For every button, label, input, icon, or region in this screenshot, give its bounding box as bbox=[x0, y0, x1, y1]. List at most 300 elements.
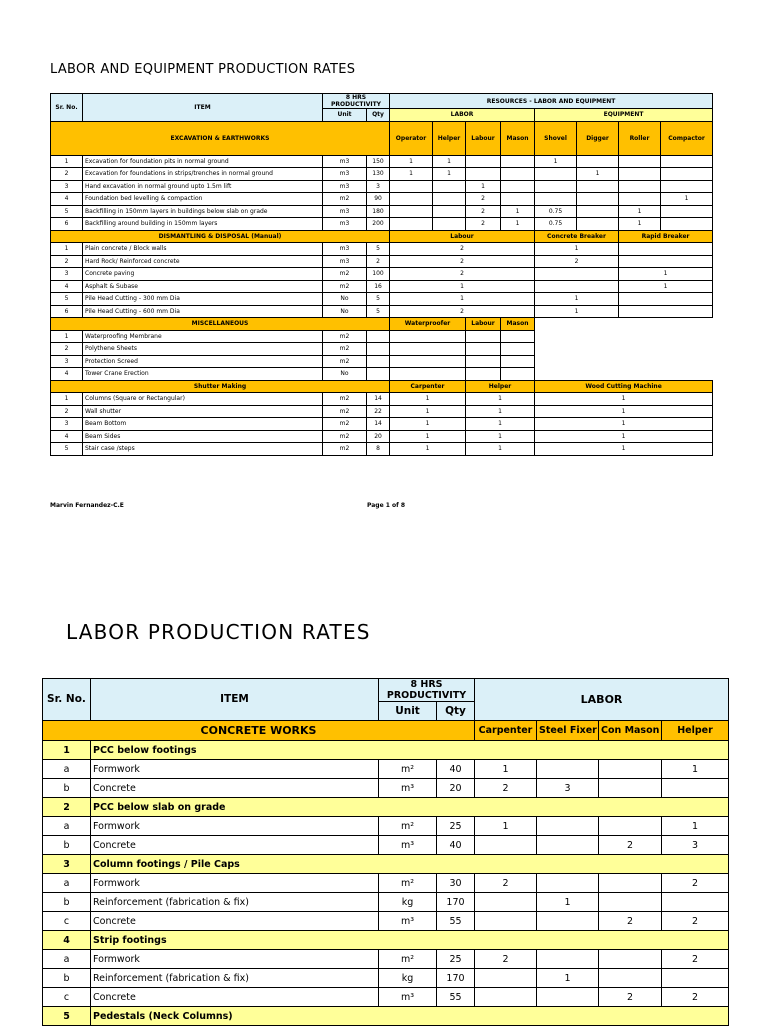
column-header: Labour bbox=[466, 318, 501, 331]
resource-value bbox=[390, 193, 433, 206]
resource-value bbox=[661, 205, 713, 218]
section-header-excavation bbox=[51, 121, 713, 155]
table-row bbox=[51, 430, 713, 443]
header-row bbox=[43, 679, 729, 702]
labor-value bbox=[537, 836, 599, 855]
header-productivity: 8 HRS PRODUCTIVITY bbox=[379, 679, 475, 702]
resource-value bbox=[661, 180, 713, 193]
header-labor: LABOR bbox=[390, 109, 535, 122]
table-row bbox=[43, 760, 729, 779]
table-row bbox=[51, 205, 713, 218]
table-row bbox=[51, 393, 713, 406]
unit: kg bbox=[379, 893, 437, 912]
sr-no: 3 bbox=[51, 355, 83, 368]
header-sr-no: Sr. No. bbox=[43, 679, 91, 721]
table-cell bbox=[501, 343, 535, 356]
labor-value: 1 bbox=[475, 760, 537, 779]
section-header-shutter-making bbox=[51, 380, 713, 393]
resource-value: 1 bbox=[390, 393, 466, 406]
group-title: Column footings / Pile Caps bbox=[91, 855, 729, 874]
table-cell bbox=[535, 318, 713, 331]
sr-no: 4 bbox=[51, 368, 83, 381]
unit: m2 bbox=[323, 393, 367, 406]
item-description: Concrete bbox=[91, 836, 379, 855]
resource-value: 1 bbox=[619, 280, 713, 293]
qty: 55 bbox=[437, 988, 475, 1007]
sr-no: c bbox=[43, 988, 91, 1007]
header-unit: Unit bbox=[379, 702, 437, 721]
sr-no: 2 bbox=[51, 405, 83, 418]
table-cell bbox=[466, 355, 501, 368]
section-title: DISMANTLING & DISPOSAL (Manual) bbox=[51, 230, 390, 243]
qty: 5 bbox=[367, 305, 390, 318]
labor-value bbox=[475, 836, 537, 855]
section-title: MISCELLANEOUS bbox=[51, 318, 390, 331]
labor-value bbox=[475, 912, 537, 931]
resource-value: 1 bbox=[390, 293, 535, 306]
resource-value: 2 bbox=[390, 305, 535, 318]
resource-value bbox=[577, 180, 619, 193]
unit: m3 bbox=[323, 218, 367, 231]
resource-value bbox=[577, 155, 619, 168]
item-description: Tower Crane Erection bbox=[83, 368, 323, 381]
table-row bbox=[51, 218, 713, 231]
item-description: Hard Rock/ Reinforced concrete bbox=[83, 255, 323, 268]
item-description: Reinforcement (fabrication & fix) bbox=[91, 969, 379, 988]
column-header: Operator bbox=[390, 121, 433, 155]
resource-value bbox=[535, 180, 577, 193]
group-title: Pedestals (Neck Columns) bbox=[91, 1007, 729, 1026]
group-number: 4 bbox=[43, 931, 91, 950]
labor-value: 1 bbox=[537, 893, 599, 912]
header-qty: Qty bbox=[437, 702, 475, 721]
resource-value bbox=[501, 155, 535, 168]
resource-value: 1 bbox=[535, 243, 619, 256]
resource-value bbox=[535, 168, 577, 181]
table-cell bbox=[501, 330, 535, 343]
sr-no: 5 bbox=[51, 205, 83, 218]
table-row bbox=[43, 912, 729, 931]
resource-value bbox=[577, 193, 619, 206]
labor-value bbox=[599, 817, 662, 836]
sr-no: a bbox=[43, 760, 91, 779]
column-header: Steel Fixer bbox=[537, 721, 599, 741]
sr-no: 3 bbox=[51, 268, 83, 281]
qty: 200 bbox=[367, 218, 390, 231]
resource-value bbox=[619, 193, 661, 206]
header-productivity: 8 HRS PRODUCTIVITY bbox=[323, 94, 390, 109]
item-description: Foundation bed levelling & compaction bbox=[83, 193, 323, 206]
labor-value bbox=[537, 912, 599, 931]
header-equipment: EQUIPMENT bbox=[535, 109, 713, 122]
header-sr-no: Sr. No. bbox=[51, 94, 83, 122]
labor-value bbox=[537, 950, 599, 969]
unit: m² bbox=[379, 874, 437, 893]
group-row bbox=[43, 798, 729, 817]
footer-page-number: Page 1 of 8 bbox=[367, 502, 405, 509]
qty: 5 bbox=[367, 243, 390, 256]
unit: m³ bbox=[379, 912, 437, 931]
column-header: Roller bbox=[619, 121, 661, 155]
section-title: Shutter Making bbox=[51, 380, 390, 393]
resource-value: 2 bbox=[535, 255, 619, 268]
header-qty: Qty bbox=[367, 109, 390, 122]
resource-value: 2 bbox=[466, 205, 501, 218]
resource-value bbox=[619, 293, 713, 306]
labor-equipment-table bbox=[50, 93, 713, 456]
item-description: Protection Screed bbox=[83, 355, 323, 368]
table-cell bbox=[535, 368, 713, 381]
column-header: Con Mason bbox=[599, 721, 662, 741]
table-row bbox=[43, 836, 729, 855]
column-header: Carpenter bbox=[390, 380, 466, 393]
labor-value bbox=[475, 969, 537, 988]
resource-value: 1 bbox=[390, 405, 466, 418]
labor-value: 1 bbox=[537, 969, 599, 988]
labor-value bbox=[537, 760, 599, 779]
qty: 20 bbox=[367, 430, 390, 443]
unit: m2 bbox=[323, 418, 367, 431]
group-title: PCC below slab on grade bbox=[91, 798, 729, 817]
resource-value: 2 bbox=[390, 255, 535, 268]
resource-value: 1 bbox=[390, 430, 466, 443]
resource-value: 1 bbox=[390, 168, 433, 181]
table-row bbox=[51, 443, 713, 456]
unit: m2 bbox=[323, 193, 367, 206]
resource-value bbox=[619, 255, 713, 268]
sr-no: a bbox=[43, 817, 91, 836]
unit: m2 bbox=[323, 355, 367, 368]
resource-value: 1 bbox=[535, 418, 713, 431]
item-description: Formwork bbox=[91, 950, 379, 969]
column-header: Helper bbox=[433, 121, 466, 155]
header-item: ITEM bbox=[83, 94, 323, 122]
qty bbox=[367, 330, 390, 343]
group-row bbox=[43, 741, 729, 760]
item-description: Formwork bbox=[91, 760, 379, 779]
unit: m2 bbox=[323, 343, 367, 356]
item-description: Concrete bbox=[91, 912, 379, 931]
qty: 25 bbox=[437, 817, 475, 836]
resource-value bbox=[433, 218, 466, 231]
qty: 55 bbox=[437, 912, 475, 931]
unit: m2 bbox=[323, 405, 367, 418]
unit: m³ bbox=[379, 779, 437, 798]
table-cell bbox=[501, 355, 535, 368]
sr-no: 5 bbox=[51, 443, 83, 456]
labor-value bbox=[475, 988, 537, 1007]
labor-value: 2 bbox=[475, 950, 537, 969]
resource-value bbox=[433, 180, 466, 193]
resource-value bbox=[390, 205, 433, 218]
sr-no: b bbox=[43, 836, 91, 855]
column-header: Mason bbox=[501, 121, 535, 155]
resource-value: 1 bbox=[535, 305, 619, 318]
item-description: Plain concrete / Block walls bbox=[83, 243, 323, 256]
section-header-concrete-works bbox=[43, 721, 729, 741]
unit: m³ bbox=[379, 988, 437, 1007]
labor-value: 2 bbox=[662, 874, 729, 893]
section-title: EXCAVATION & EARTHWORKS bbox=[51, 121, 390, 155]
resource-value: 1 bbox=[433, 155, 466, 168]
column-header: Labour bbox=[390, 230, 535, 243]
sr-no: 4 bbox=[51, 430, 83, 443]
sr-no: 2 bbox=[51, 168, 83, 181]
qty: 8 bbox=[367, 443, 390, 456]
sr-no: 1 bbox=[51, 330, 83, 343]
table-cell bbox=[390, 355, 466, 368]
unit: m² bbox=[379, 817, 437, 836]
labor-value: 2 bbox=[475, 779, 537, 798]
resource-value bbox=[390, 180, 433, 193]
qty: 20 bbox=[437, 779, 475, 798]
unit: m3 bbox=[323, 168, 367, 181]
table-row bbox=[51, 180, 713, 193]
table-cell bbox=[390, 330, 466, 343]
resource-value: 1 bbox=[501, 205, 535, 218]
group-number: 1 bbox=[43, 741, 91, 760]
footer-author: Marvin Fernandez-C.E bbox=[50, 502, 124, 509]
unit: m2 bbox=[323, 280, 367, 293]
resource-value: 1 bbox=[661, 193, 713, 206]
table-row bbox=[51, 193, 713, 206]
resource-value bbox=[661, 218, 713, 231]
column-header: Carpenter bbox=[475, 721, 537, 741]
qty: 90 bbox=[367, 193, 390, 206]
unit: No bbox=[323, 305, 367, 318]
qty: 170 bbox=[437, 893, 475, 912]
item-description: Asphalt & Subase bbox=[83, 280, 323, 293]
resource-value bbox=[535, 193, 577, 206]
unit: m³ bbox=[379, 836, 437, 855]
sr-no: a bbox=[43, 950, 91, 969]
header-labor: LABOR bbox=[475, 679, 729, 721]
column-header: Waterproofer bbox=[390, 318, 466, 331]
resource-value: 1 bbox=[535, 155, 577, 168]
unit: kg bbox=[379, 969, 437, 988]
qty: 170 bbox=[437, 969, 475, 988]
table-cell bbox=[535, 343, 713, 356]
header-item: ITEM bbox=[91, 679, 379, 721]
resource-value: 1 bbox=[466, 430, 535, 443]
qty: 100 bbox=[367, 268, 390, 281]
item-description: Hand excavation in normal ground upto 1.5m lift bbox=[83, 180, 323, 193]
item-description: Concrete bbox=[91, 988, 379, 1007]
resource-value: 1 bbox=[501, 218, 535, 231]
sr-no: a bbox=[43, 874, 91, 893]
resource-value: 2 bbox=[466, 218, 501, 231]
resource-value: 1 bbox=[466, 443, 535, 456]
unit: m² bbox=[379, 760, 437, 779]
table-row bbox=[51, 418, 713, 431]
column-header: Shovel bbox=[535, 121, 577, 155]
resource-value bbox=[466, 168, 501, 181]
labor-value bbox=[599, 950, 662, 969]
item-description: Backfilling in 150mm layers in buildings below slab on grade bbox=[83, 205, 323, 218]
resource-value: 1 bbox=[577, 168, 619, 181]
header-row bbox=[51, 94, 713, 109]
sr-no: b bbox=[43, 969, 91, 988]
resource-value: 1 bbox=[619, 268, 713, 281]
section-title: CONCRETE WORKS bbox=[43, 721, 475, 741]
unit: m2 bbox=[323, 430, 367, 443]
sr-no: b bbox=[43, 893, 91, 912]
resource-value bbox=[577, 205, 619, 218]
sr-no: 5 bbox=[51, 293, 83, 306]
table-row bbox=[43, 779, 729, 798]
table-row bbox=[51, 255, 713, 268]
resource-value: 1 bbox=[390, 155, 433, 168]
sheet2-title: LABOR PRODUCTION RATES bbox=[66, 620, 371, 644]
resource-value bbox=[390, 218, 433, 231]
table-row bbox=[43, 874, 729, 893]
resource-value bbox=[619, 243, 713, 256]
labor-value: 3 bbox=[537, 779, 599, 798]
group-row bbox=[43, 1007, 729, 1026]
resource-value bbox=[535, 280, 619, 293]
qty: 22 bbox=[367, 405, 390, 418]
group-number: 5 bbox=[43, 1007, 91, 1026]
header-resources: RESOURCES - LABOR AND EQUIPMENT bbox=[390, 94, 713, 109]
sr-no: 4 bbox=[51, 280, 83, 293]
qty: 14 bbox=[367, 393, 390, 406]
column-header: Labour bbox=[466, 121, 501, 155]
table-cell bbox=[535, 330, 713, 343]
qty: 14 bbox=[367, 418, 390, 431]
column-header: Digger bbox=[577, 121, 619, 155]
item-description: Pile Head Cutting - 300 mm Dia bbox=[83, 293, 323, 306]
table-cell bbox=[535, 355, 713, 368]
labor-value bbox=[537, 874, 599, 893]
qty: 40 bbox=[437, 760, 475, 779]
labor-value bbox=[537, 988, 599, 1007]
resource-value: 0.75 bbox=[535, 218, 577, 231]
resource-value: 1 bbox=[535, 293, 619, 306]
unit: m² bbox=[379, 950, 437, 969]
labor-value: 2 bbox=[662, 950, 729, 969]
item-description: Beam Bottom bbox=[83, 418, 323, 431]
resource-value: 1 bbox=[390, 443, 466, 456]
unit: m2 bbox=[323, 330, 367, 343]
resource-value: 2 bbox=[390, 268, 535, 281]
table-row bbox=[43, 817, 729, 836]
resource-value: 1 bbox=[466, 405, 535, 418]
unit: m3 bbox=[323, 155, 367, 168]
unit: m2 bbox=[323, 268, 367, 281]
table-cell bbox=[466, 343, 501, 356]
item-description: Backfilling around building in 150mm layers bbox=[83, 218, 323, 231]
sr-no: 1 bbox=[51, 243, 83, 256]
qty: 150 bbox=[367, 155, 390, 168]
qty: 130 bbox=[367, 168, 390, 181]
sr-no: b bbox=[43, 779, 91, 798]
resource-value: 2 bbox=[466, 193, 501, 206]
resource-value bbox=[433, 205, 466, 218]
item-description: Pile Head Cutting - 600 mm Dia bbox=[83, 305, 323, 318]
labor-value bbox=[662, 969, 729, 988]
group-title: PCC below footings bbox=[91, 741, 729, 760]
unit: m2 bbox=[323, 443, 367, 456]
resource-value: 1 bbox=[535, 405, 713, 418]
table-row bbox=[51, 280, 713, 293]
item-description: Excavation for foundations in strips/trenches in normal ground bbox=[83, 168, 323, 181]
unit: m3 bbox=[323, 205, 367, 218]
labor-value bbox=[662, 779, 729, 798]
resource-value: 1 bbox=[535, 430, 713, 443]
resource-value bbox=[619, 305, 713, 318]
group-row bbox=[43, 855, 729, 874]
sr-no: 6 bbox=[51, 218, 83, 231]
section-header-miscellaneous bbox=[51, 318, 713, 331]
column-header: Rapid Breaker bbox=[619, 230, 713, 243]
labor-value: 2 bbox=[662, 912, 729, 931]
column-header: Helper bbox=[466, 380, 535, 393]
labor-value bbox=[599, 969, 662, 988]
qty bbox=[367, 343, 390, 356]
table-cell bbox=[466, 368, 501, 381]
resource-value bbox=[619, 180, 661, 193]
labor-value: 2 bbox=[662, 988, 729, 1007]
resource-value: 1 bbox=[619, 205, 661, 218]
resource-value: 1 bbox=[433, 168, 466, 181]
unit: No bbox=[323, 368, 367, 381]
table-row bbox=[51, 155, 713, 168]
table-row bbox=[51, 168, 713, 181]
unit: No bbox=[323, 293, 367, 306]
unit: m3 bbox=[323, 180, 367, 193]
qty: 2 bbox=[367, 255, 390, 268]
item-description: Reinforcement (fabrication & fix) bbox=[91, 893, 379, 912]
table-row bbox=[51, 368, 713, 381]
table-row bbox=[43, 893, 729, 912]
sr-no: c bbox=[43, 912, 91, 931]
item-description: Columns (Square or Rectangular) bbox=[83, 393, 323, 406]
group-title: Strip footings bbox=[91, 931, 729, 950]
item-description: Concrete bbox=[91, 779, 379, 798]
sr-no: 3 bbox=[51, 418, 83, 431]
header-unit: Unit bbox=[323, 109, 367, 122]
table-cell bbox=[466, 330, 501, 343]
labor-value: 3 bbox=[662, 836, 729, 855]
sr-no: 1 bbox=[51, 155, 83, 168]
sheet1-title: LABOR AND EQUIPMENT PRODUCTION RATES bbox=[50, 62, 356, 77]
group-number: 2 bbox=[43, 798, 91, 817]
labor-value bbox=[599, 874, 662, 893]
qty: 5 bbox=[367, 293, 390, 306]
item-description: Waterproofing Membrane bbox=[83, 330, 323, 343]
resource-value bbox=[661, 168, 713, 181]
resource-value: 1 bbox=[390, 280, 535, 293]
item-description: Formwork bbox=[91, 817, 379, 836]
resource-value bbox=[619, 155, 661, 168]
resource-value: 1 bbox=[466, 180, 501, 193]
item-description: Beam Sides bbox=[83, 430, 323, 443]
sr-no: 1 bbox=[51, 393, 83, 406]
column-header: Wood Cutting Machine bbox=[535, 380, 713, 393]
table-row bbox=[51, 343, 713, 356]
labor-value: 1 bbox=[662, 817, 729, 836]
resource-value: 1 bbox=[390, 418, 466, 431]
labor-value bbox=[599, 893, 662, 912]
resource-value: 2 bbox=[390, 243, 535, 256]
table-row bbox=[51, 330, 713, 343]
resource-value: 1 bbox=[466, 418, 535, 431]
table-row bbox=[51, 305, 713, 318]
sr-no: 3 bbox=[51, 180, 83, 193]
labor-value bbox=[599, 760, 662, 779]
labor-value bbox=[662, 893, 729, 912]
table-row bbox=[51, 355, 713, 368]
